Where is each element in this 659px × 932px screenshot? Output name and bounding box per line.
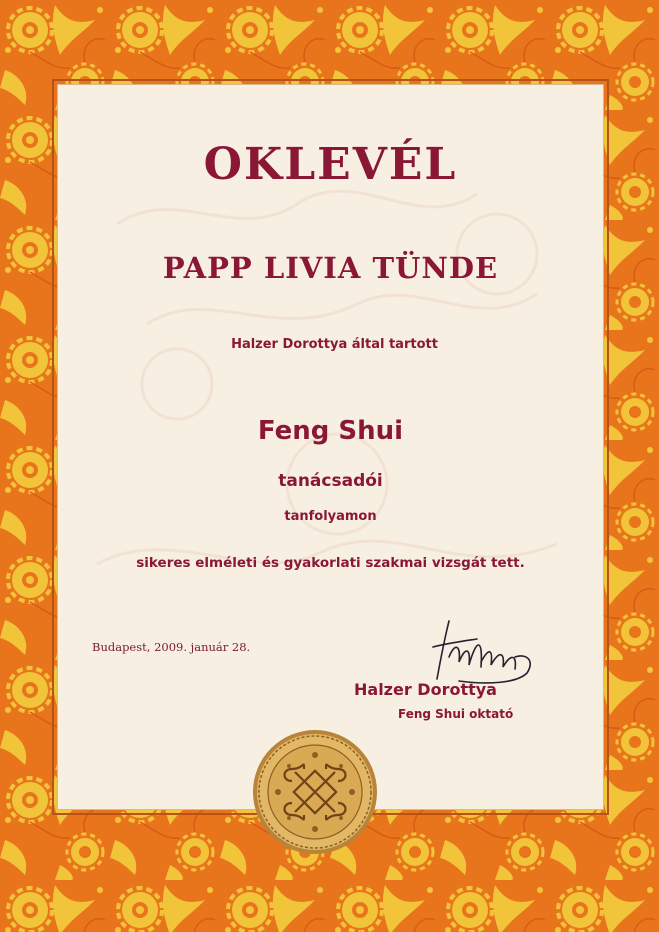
certificate-paper [57,84,604,810]
certificate-title: OKLEVÉL [203,139,458,190]
recipient-name: PAPP LIVIA TÜNDE [162,251,499,285]
signer-role: Feng Shui oktató [398,707,514,721]
course-word: tanfolyamon [284,509,377,524]
course-name: Feng Shui [257,416,404,446]
signer-name: Halzer Dorottya [354,680,497,699]
held-by-text: Halzer Dorottya által tartott [231,337,438,352]
result-text: sikeres elméleti és gyakorlati szakmai vizsgát tett. [136,555,525,571]
handwritten-signature [419,617,539,687]
paper-watermark [57,84,604,810]
place-date: Budapest, 2009. január 28. [92,640,251,654]
course-type: tanácsadói [278,471,383,491]
endless-knot-seal-icon [252,729,378,855]
